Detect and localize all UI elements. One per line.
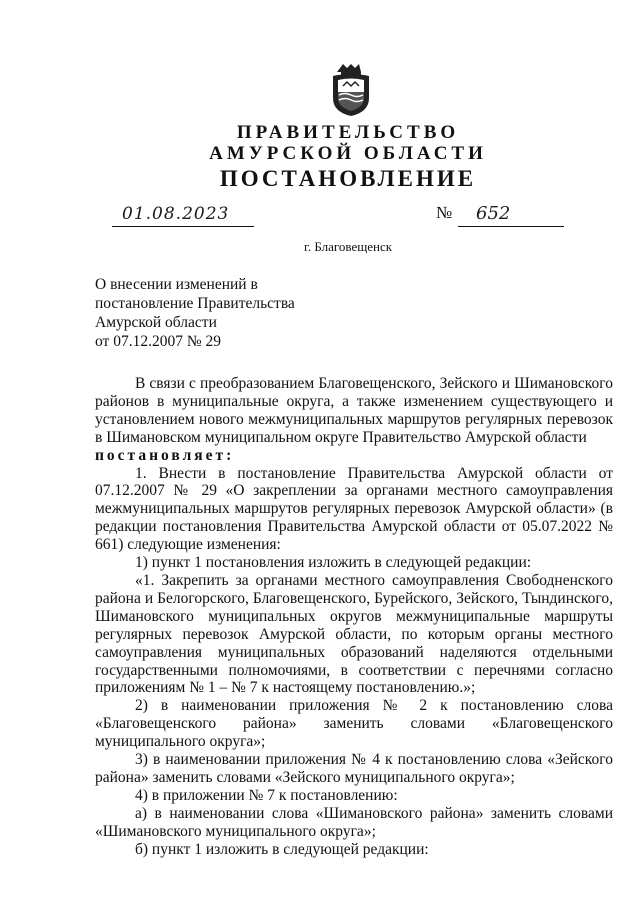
coat-of-arms-icon [329, 62, 373, 118]
date-field [112, 206, 254, 227]
number-field [458, 203, 564, 227]
body-paragraph: б) пункт 1 изложить в следующей редакции: [135, 840, 429, 858]
number-label: № [436, 203, 453, 222]
document-body [95, 375, 613, 858]
body-paragraph: 3) в наименовании приложения № 4 к постановлению слова «Зейского района» заменить словами «Зейского муниципального округа»; [95, 751, 613, 786]
body-paragraph: 1. Внести в постановление Правительства Амурской области от 07.12.2007 № 29 «О закреплении за органами местного самоуправления межмуниципальных маршрутов регулярных перевозок Амурской области» (в редакции постановления Правительства Амурской области от 05.07.2022 № 661) следующие изменения: [95, 464, 613, 554]
city: г. Благовещенск [303, 239, 393, 254]
document-type: ПОСТАНОВЛЕНИЕ [219, 166, 477, 191]
subject-line: постановление Правительства [95, 295, 295, 312]
body-paragraph: 2) в наименовании приложения № 2 к постановлению слова «Благовещенского района» заменить словами «Благовещенского муниципального округа»; [95, 697, 613, 751]
body-paragraph: а) в наименовании слова «Шимановского района» заменить словами «Шимановского муниципального округа»; [95, 804, 613, 840]
body-paragraph: «1. Закрепить за органами местного самоуправления Свободненского района и Белогорского, Благовещенского, Бурейского, Зейского, Тындинского, Шимановского муниципальных округов межмуниципальные маршруты регулярных перевозок Амурской области, по которым органы местного самоуправления муниципальных образований наделяются отдельными государственными полномочиями, в соответствии с перечнями согласно приложениям № 1 – № 7 к настоящему постановлению.»; [95, 571, 613, 697]
subject-line: от 07.12.2007 № 29 [95, 333, 221, 350]
intro-paragraph: В связи с преобразованием Благовещенского, Зейского и Шимановского районов в муниципальные округа, а также изменением существующего и установлением нового межмуниципальных маршрутов регулярных перевозок в Шимановском муниципальном округе Правительство Амурской области [95, 375, 613, 446]
body-paragraph: 1) пункт 1 постановления изложить в следующей редакции: [135, 554, 532, 572]
body-paragraph: 4) в приложении № 7 к постановлению: [135, 786, 398, 804]
org-title-line2: АМУРСКОЙ ОБЛАСТИ [209, 143, 487, 164]
subject-line: Амурской области [95, 314, 217, 331]
document-subject [95, 275, 365, 351]
subject-line: О внесении изменений в [95, 276, 258, 293]
handwritten-number: 652 [476, 203, 511, 224]
org-title-line1: ПРАВИТЕЛЬСТВО [236, 122, 460, 143]
handwritten-date: 01.08.2023 [122, 204, 230, 224]
resolves-word: постановляет: [95, 446, 235, 464]
